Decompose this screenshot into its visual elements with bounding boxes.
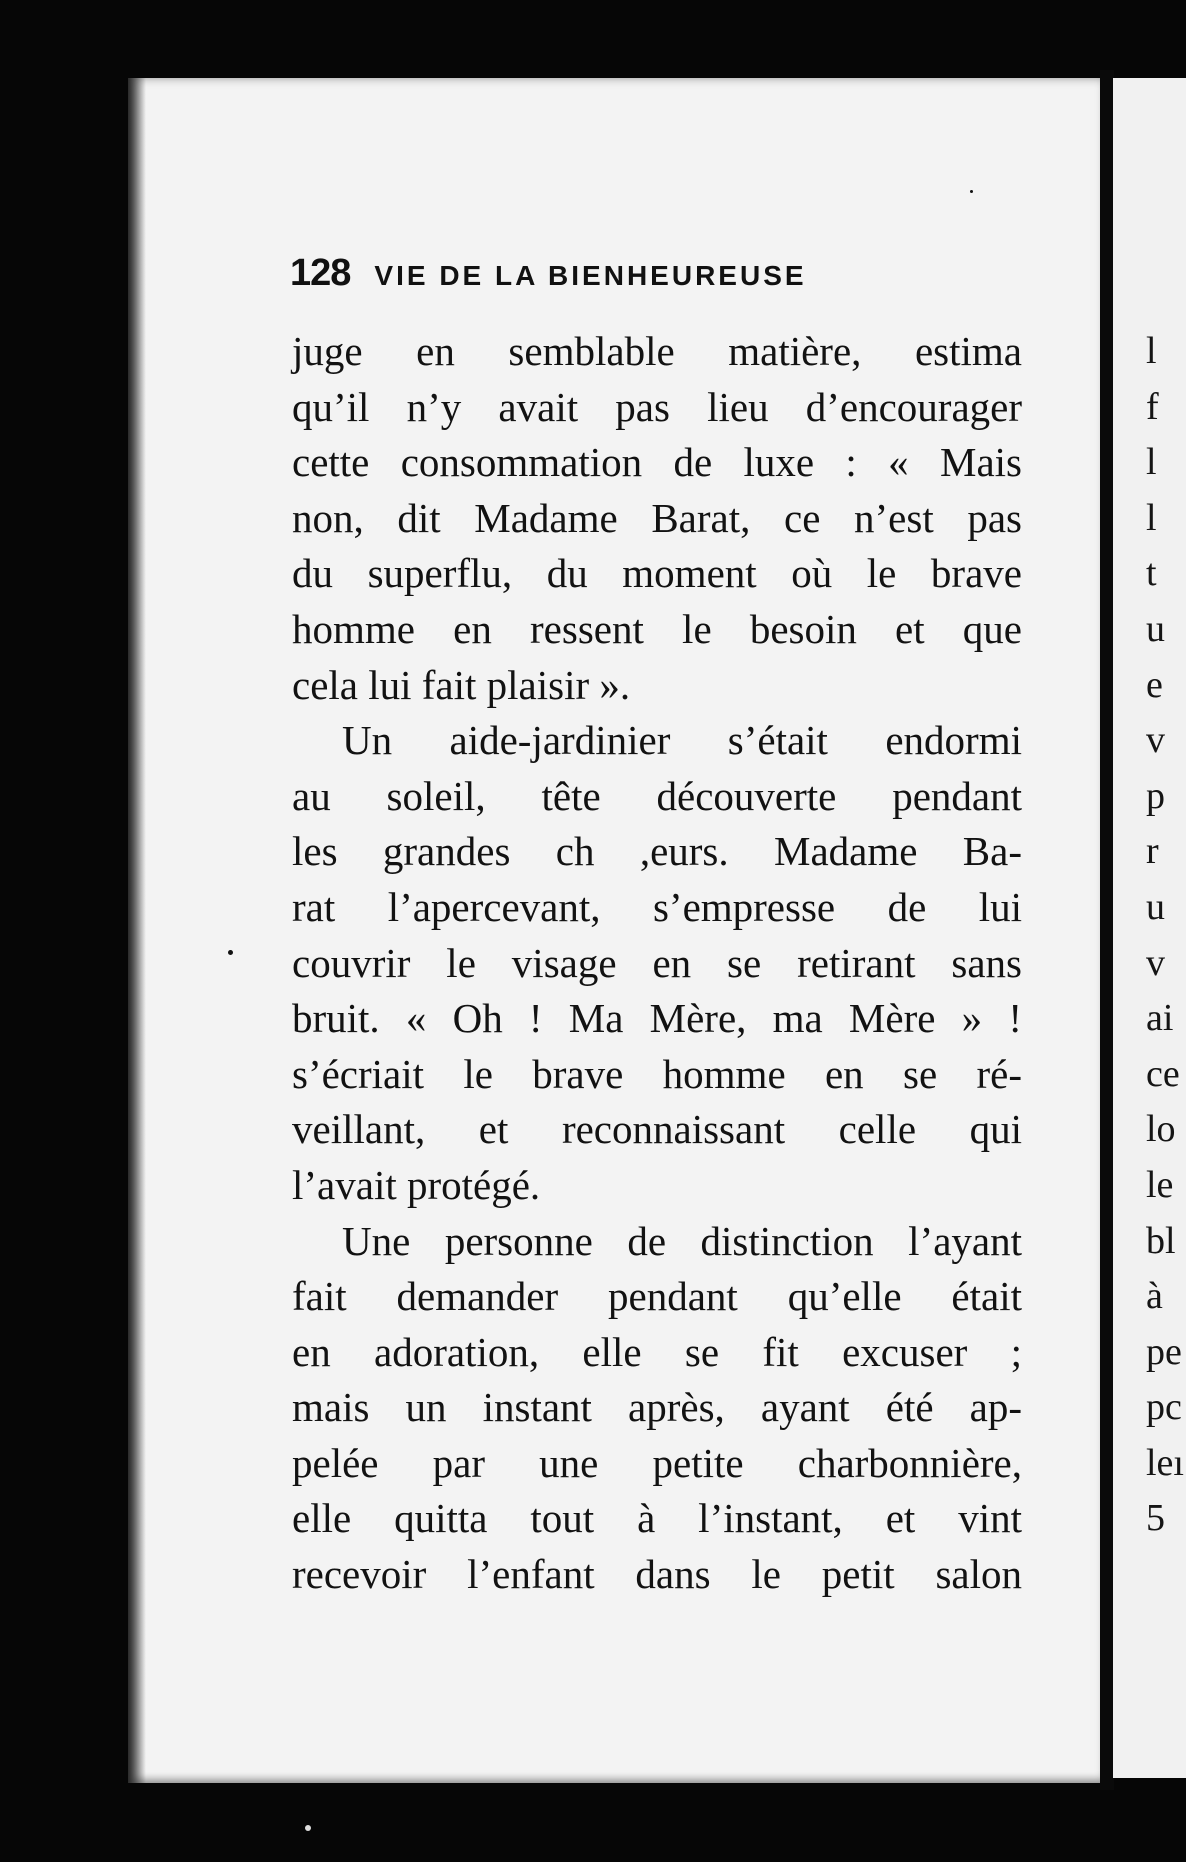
page-header [290, 252, 1030, 302]
book-gutter [1100, 70, 1114, 1790]
text-line: bruit. « Oh ! Ma Mère, ma Mère » ! [292, 995, 1022, 1042]
text-line: cette consommation de luxe : « Mais [292, 439, 1022, 486]
text-line: fait demander pendant qu’elle était [292, 1273, 1022, 1320]
text-line: non, dit Madame Barat, ce n’est pas [292, 494, 1022, 541]
text-line: recevoir l’enfant dans le petit salon [292, 1551, 1022, 1598]
fragment: r [1146, 830, 1159, 873]
fragment: e [1146, 663, 1163, 706]
fragment: pe [1146, 1330, 1182, 1373]
page-edge-shadow [128, 78, 146, 1783]
text-line: couvrir le visage en se retirant sans [292, 939, 1022, 986]
text-line: du superflu, du moment où le brave [292, 550, 1022, 597]
fragment: l [1146, 441, 1157, 484]
fragment: bl [1146, 1219, 1176, 1262]
fragment: p [1146, 774, 1165, 817]
fragment: u [1146, 885, 1165, 928]
text-line: en adoration, elle se fit excuser ; [292, 1328, 1022, 1375]
text-line: au soleil, tête découverte pendant [292, 772, 1022, 819]
running-title: VIE DE LA BIENHEUREUSE [374, 260, 807, 291]
text-line: juge en semblable matière, estima [292, 328, 1022, 374]
text-line: mais un instant après, ayant été ap- [292, 1384, 1022, 1431]
text-line: veillant, et reconnaissant celle qui [292, 1106, 1022, 1153]
fragment: t [1146, 552, 1157, 595]
next-page-fragments [1146, 324, 1186, 1547]
page-number: 128 [290, 252, 351, 294]
dust-speck [228, 950, 233, 955]
fragment: f [1146, 385, 1159, 428]
fragment: leı [1146, 1441, 1184, 1484]
fragment: le [1146, 1163, 1174, 1206]
text-line: pelée par une petite charbonnière, [292, 1439, 1022, 1486]
fragment: v [1146, 941, 1165, 984]
text-line: cela lui fait plaisir ». [292, 661, 631, 708]
fragment: pc [1146, 1386, 1182, 1429]
fragment: ai [1146, 997, 1174, 1040]
fragment: l [1146, 496, 1157, 539]
body-text [292, 324, 1022, 1603]
fragment: l [1146, 330, 1157, 372]
text-line: l’avait protégé. [292, 1161, 541, 1208]
dust-speck [970, 190, 973, 193]
text-line: Un aide-jardinier s’était endormi [342, 717, 1022, 764]
fragment: v [1146, 719, 1165, 762]
fragment: 5 [1146, 1497, 1165, 1540]
text-line: s’écriait le brave homme en se ré- [292, 1050, 1022, 1097]
text-line: homme en ressent le besoin et que [292, 605, 1022, 652]
text-line: qu’il n’y avait pas lieu d’encourager [292, 383, 1022, 430]
fragment: à [1146, 1275, 1163, 1318]
fragment: lo [1146, 1108, 1176, 1151]
dust-speck [305, 1825, 311, 1831]
text-line: Une personne de distinction l’ayant [342, 1217, 1022, 1264]
text-line: elle quitta tout à l’instant, et vint [292, 1495, 1022, 1542]
text-line: les grandes ch ,eurs. Madame Ba- [292, 828, 1022, 875]
text-line: rat l’apercevant, s’empresse de lui [292, 883, 1022, 930]
fragment: u [1146, 607, 1165, 650]
fragment: ce [1146, 1052, 1180, 1095]
